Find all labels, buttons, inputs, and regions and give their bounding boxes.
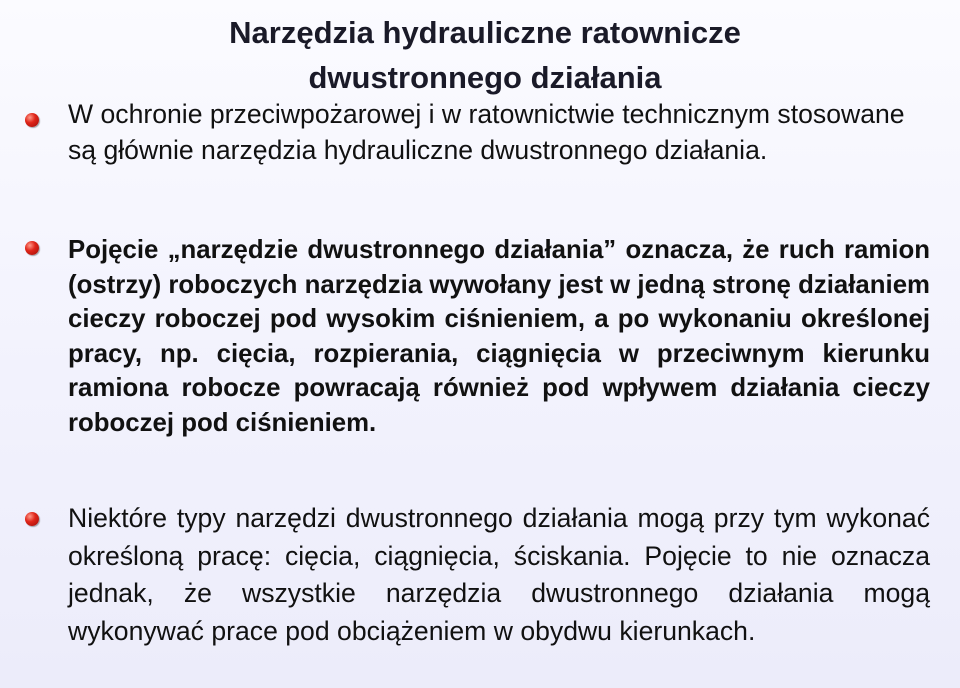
red-sphere-bullet-icon xyxy=(25,512,39,526)
slide-title-line-1: Narzędzia hydrauliczne ratownicze xyxy=(229,15,741,50)
bullet-paragraph-1: W ochronie przeciwpożarowej i w ratownictwie technicznym stosowane są głównie narzędzia hydrauliczne dwustronnego działania. xyxy=(68,99,905,165)
slide-title-line-2: dwustronnego działania xyxy=(308,60,662,95)
slide-title xyxy=(120,10,850,100)
red-sphere-bullet-icon xyxy=(25,113,39,127)
red-sphere-bullet-icon xyxy=(25,241,39,255)
bullet-paragraph-3: Niektóre typy narzędzi dwustronnego działania mogą przy tym wykonać określoną pracę: cięcia, ciągnięcia, ściskania. Pojęcie to nie oznacza jednak, że wszystkie narzędzia dwustronnego działania mogą wykonywać prace pod obciążeniem w obydwu kierunkach. xyxy=(68,503,930,646)
bullet-paragraph-2: Pojęcie „narzędzie dwustronnego działania” oznacza, że ruch ramion (ostrzy) roboczych narzędzia wywołany jest w jedną stronę działaniem cieczy roboczej pod wysokim ciśnieniem, a po wykonaniu określonej pracy, np. cięcia, rozpierania, ciągnięcia w przeciwnym kierunku ramiona robocze powracają również pod wpływem działania cieczy roboczej pod ciśnieniem. xyxy=(68,236,930,437)
